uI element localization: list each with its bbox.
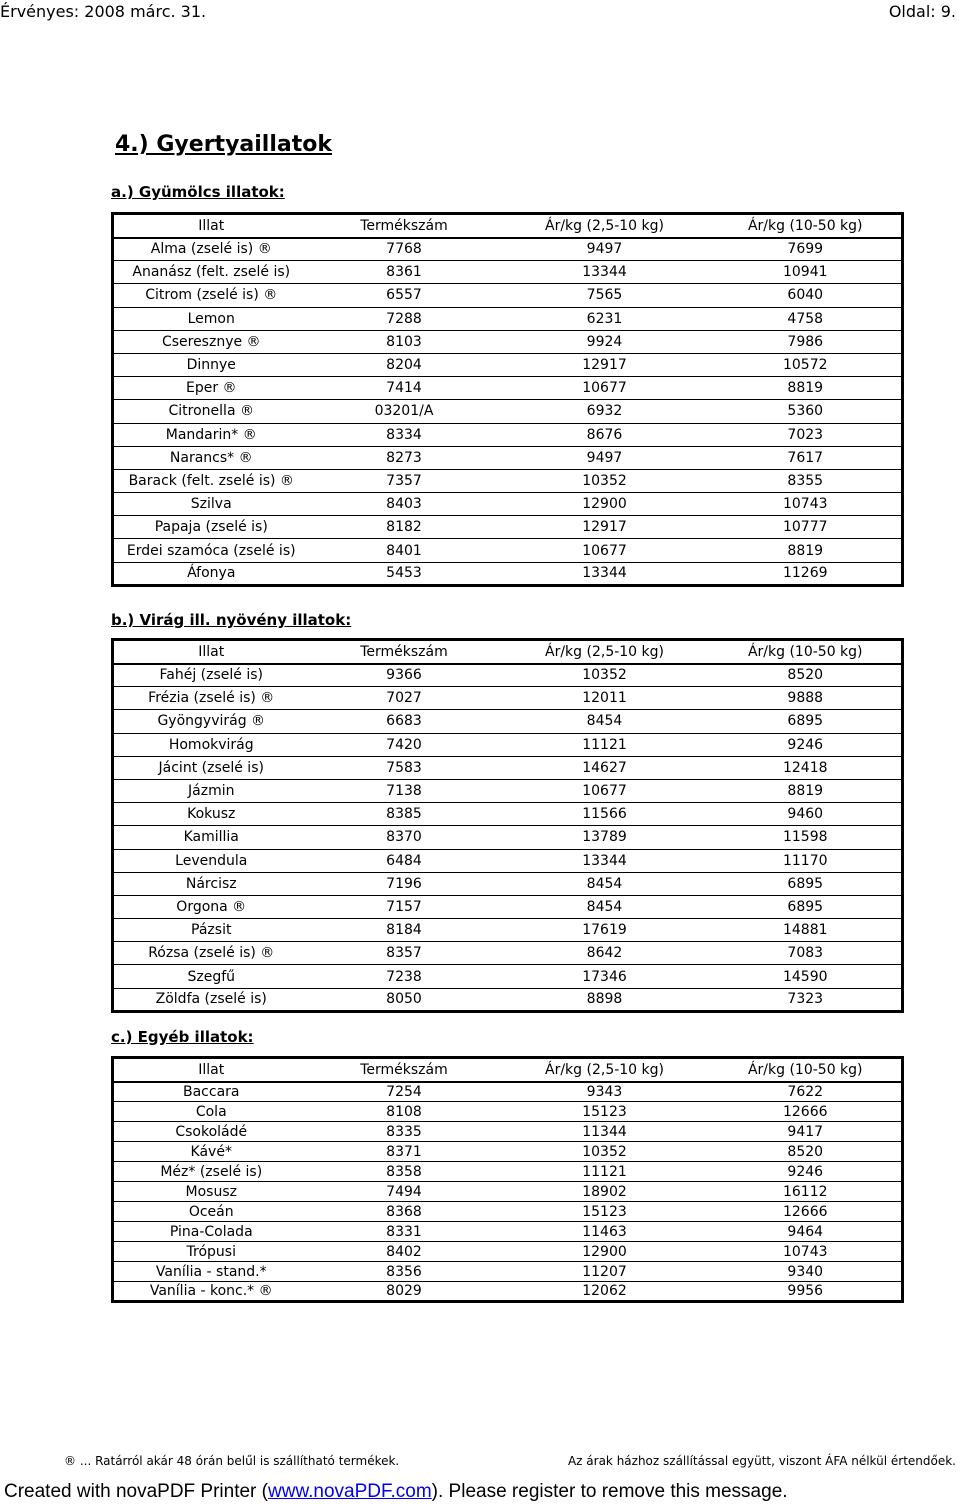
price-large-cell: 10777	[710, 516, 903, 539]
scent-name-cell: Erdei szamóca (zselé is)	[113, 539, 309, 562]
scent-name-cell: Ananász (felt. zselé is)	[113, 261, 309, 284]
price-small-cell: 11207	[500, 1262, 710, 1282]
scent-name-cell: Dinnye	[113, 353, 309, 376]
scent-name-cell: Baccara	[113, 1082, 309, 1102]
page-title: 4.) Gyertyaillatok	[115, 132, 332, 157]
price-large-cell: 10743	[710, 1242, 903, 1262]
price-large-cell: 10743	[710, 493, 903, 516]
table-row	[113, 516, 903, 539]
table-row	[113, 895, 903, 918]
price-small-cell: 13789	[500, 826, 710, 849]
price-small-cell: 17346	[500, 965, 710, 988]
scent-name-cell: Nárcisz	[113, 872, 309, 895]
table-row	[113, 826, 903, 849]
table-row	[113, 756, 903, 779]
price-small-cell: 10677	[500, 377, 710, 400]
price-small-cell: 14627	[500, 756, 710, 779]
scent-name-cell: Citronella ®	[113, 400, 309, 423]
price-small-cell: 12062	[582, 1283, 627, 1299]
price-large-cell: 9246	[710, 1162, 903, 1182]
product-number-cell: 03201/A	[309, 400, 500, 423]
table-row	[113, 1202, 903, 1222]
product-number-cell: 7420	[309, 733, 500, 756]
product-number-cell: 5453	[386, 565, 422, 582]
price-large-cell: 11598	[710, 826, 903, 849]
scent-name-cell: Áfonya	[187, 565, 236, 582]
price-large-cell: 16112	[710, 1182, 903, 1202]
product-number-cell: 8184	[309, 919, 500, 942]
product-number-cell: 7414	[309, 377, 500, 400]
product-number-cell: 6484	[309, 849, 500, 872]
column-header: Termékszám	[309, 214, 500, 238]
price-large-cell: 7323	[787, 991, 824, 1008]
price-large-cell: 11269	[782, 565, 828, 582]
scent-name-cell: Trópusi	[113, 1242, 309, 1262]
scent-name-cell: Vanília - stand.*	[113, 1262, 309, 1282]
footnote-prices: Az árak házhoz szállítással együtt, viszont ÁFA nélkül értendőek.	[567, 1454, 956, 1468]
price-large-cell: 9888	[710, 687, 903, 710]
scent-name-cell: Pázsit	[113, 919, 309, 942]
scent-name-cell: Citrom (zselé is) ®	[113, 284, 309, 307]
price-small-cell: 15123	[500, 1102, 710, 1122]
price-small-cell: 6231	[500, 307, 710, 330]
scent-name-cell: Barack (felt. zselé is) ®	[113, 469, 309, 492]
price-large-cell: 9246	[710, 733, 903, 756]
price-small-cell: 15123	[500, 1202, 710, 1222]
price-large-cell: 9340	[710, 1262, 903, 1282]
table-row	[113, 733, 903, 756]
price-small-cell: 9497	[500, 446, 710, 469]
column-header: Illat	[113, 1058, 309, 1082]
price-large-cell: 7023	[710, 423, 903, 446]
column-header: Illat	[113, 640, 309, 664]
price-small-cell: 13344	[500, 261, 710, 284]
scent-name-cell: Méz* (zselé is)	[113, 1162, 309, 1182]
product-number-cell: 8182	[309, 516, 500, 539]
scent-name-cell: Frézia (zselé is) ®	[113, 687, 309, 710]
price-large-cell: 6895	[710, 872, 903, 895]
product-number-cell: 7357	[309, 469, 500, 492]
header-valid-date: Érvényes: 2008 márc. 31.	[0, 2, 207, 21]
price-large-cell: 6895	[710, 710, 903, 733]
price-large-cell: 6895	[710, 895, 903, 918]
scent-name-cell: Csokoládé	[113, 1122, 309, 1142]
product-number-cell: 8401	[309, 539, 500, 562]
price-small-cell: 10677	[500, 779, 710, 802]
price-large-cell: 7699	[710, 238, 903, 261]
price-large-cell: 8520	[710, 1142, 903, 1162]
price-small-cell: 10352	[500, 664, 710, 687]
price-large-cell: 8355	[710, 469, 903, 492]
column-header: Ár/kg (10-50 kg)	[710, 640, 903, 664]
table-row	[113, 687, 903, 710]
product-number-cell: 9366	[309, 664, 500, 687]
price-small-cell: 11566	[500, 803, 710, 826]
table-row	[113, 423, 903, 446]
column-header: Ár/kg (10-50 kg)	[710, 214, 903, 238]
product-number-cell: 7583	[309, 756, 500, 779]
novapdf-link[interactable]: www.novaPDF.com	[268, 1481, 432, 1502]
table-header-row	[113, 1058, 903, 1082]
price-small-cell: 12917	[500, 516, 710, 539]
price-large-cell: 9417	[710, 1122, 903, 1142]
price-small-cell: 9924	[500, 330, 710, 353]
section-heading-other: c.) Egyéb illatok:	[111, 1028, 254, 1046]
table-row	[113, 400, 903, 423]
price-small-cell: 8642	[500, 942, 710, 965]
column-header: Ár/kg (2,5-10 kg)	[500, 640, 710, 664]
scent-name-cell: Kamillia	[113, 826, 309, 849]
price-small-cell: 8454	[500, 710, 710, 733]
table-row	[113, 307, 903, 330]
product-number-cell: 8357	[309, 942, 500, 965]
price-small-cell: 8454	[500, 872, 710, 895]
table-row	[113, 446, 903, 469]
price-large-cell: 11170	[710, 849, 903, 872]
product-number-cell: 7254	[309, 1082, 500, 1102]
novapdf-watermark	[4, 1481, 788, 1503]
watermark-suffix: ). Please register to remove this message.	[431, 1481, 788, 1502]
price-small-cell: 13344	[500, 849, 710, 872]
table-row	[113, 919, 903, 942]
scent-name-cell: Jázmin	[113, 779, 309, 802]
table-row	[113, 539, 903, 562]
table-row	[113, 469, 903, 492]
table-row	[113, 238, 903, 261]
product-number-cell: 8050	[386, 991, 422, 1008]
price-large-cell: 12418	[710, 756, 903, 779]
product-number-cell: 7196	[309, 872, 500, 895]
price-large-cell: 5360	[710, 400, 903, 423]
scent-name-cell: Fahéj (zselé is)	[113, 664, 309, 687]
scent-name-cell: Vanília - konc.* ®	[149, 1283, 273, 1299]
table-row	[113, 710, 903, 733]
section-heading-fruit: a.) Gyümölcs illatok:	[111, 183, 285, 201]
table-header-row	[113, 640, 903, 664]
product-number-cell: 7027	[309, 687, 500, 710]
scent-name-cell: Szilva	[113, 493, 309, 516]
scent-name-cell: Mandarin* ®	[113, 423, 309, 446]
watermark-prefix: Created with novaPDF Printer (	[4, 1481, 268, 1502]
scent-name-cell: Zöldfa (zselé is)	[155, 991, 267, 1008]
price-small-cell: 13344	[582, 565, 627, 582]
product-number-cell: 7138	[309, 779, 500, 802]
scent-name-cell: Alma (zselé is) ®	[113, 238, 309, 261]
product-number-cell: 8108	[309, 1102, 500, 1122]
product-number-cell: 8361	[309, 261, 500, 284]
header-page-number: Oldal: 9.	[888, 2, 956, 21]
scent-name-cell: Homokvirág	[113, 733, 309, 756]
price-large-cell: 10572	[710, 353, 903, 376]
scent-name-cell: Pina-Colada	[113, 1222, 309, 1242]
column-header: Ár/kg (2,5-10 kg)	[500, 214, 710, 238]
price-large-cell: 8819	[710, 779, 903, 802]
product-number-cell: 8335	[309, 1122, 500, 1142]
scent-name-cell: Narancs* ®	[113, 446, 309, 469]
product-number-cell: 8356	[309, 1262, 500, 1282]
price-large-cell: 9956	[787, 1283, 824, 1299]
table-row	[113, 562, 903, 585]
price-large-cell: 9460	[710, 803, 903, 826]
table-row	[113, 330, 903, 353]
scent-name-cell: Oceán	[113, 1202, 309, 1222]
table-row	[113, 965, 903, 988]
price-small-cell: 7565	[500, 284, 710, 307]
price-large-cell: 12666	[710, 1102, 903, 1122]
product-number-cell: 6557	[309, 284, 500, 307]
table-row	[113, 1222, 903, 1242]
table-row	[113, 779, 903, 802]
scent-name-cell: Rózsa (zselé is) ®	[113, 942, 309, 965]
column-header: Illat	[113, 214, 309, 238]
table-row	[113, 988, 903, 1011]
product-number-cell: 8368	[309, 1202, 500, 1222]
column-header: Termékszám	[309, 640, 500, 664]
product-number-cell: 8331	[309, 1222, 500, 1242]
price-small-cell: 6932	[500, 400, 710, 423]
table-row	[113, 493, 903, 516]
product-number-cell: 8371	[309, 1142, 500, 1162]
price-small-cell: 12900	[500, 1242, 710, 1262]
table-row	[113, 1122, 903, 1142]
table-row	[113, 261, 903, 284]
scent-name-cell: Orgona ®	[113, 895, 309, 918]
column-header: Termékszám	[309, 1058, 500, 1082]
scent-name-cell: Szegfű	[113, 965, 309, 988]
price-small-cell: 8454	[500, 895, 710, 918]
scent-name-cell: Kokusz	[113, 803, 309, 826]
other-scents-table	[111, 1056, 904, 1303]
table-row	[113, 1262, 903, 1282]
product-number-cell: 7157	[309, 895, 500, 918]
scent-name-cell: Lemon	[113, 307, 309, 330]
price-small-cell: 11121	[500, 733, 710, 756]
product-number-cell: 7494	[309, 1182, 500, 1202]
table-row	[113, 1142, 903, 1162]
price-large-cell: 14881	[710, 919, 903, 942]
flower-scents-table	[111, 638, 904, 1013]
product-number-cell: 8402	[309, 1242, 500, 1262]
scent-name-cell: Jácint (zselé is)	[113, 756, 309, 779]
price-small-cell: 10352	[500, 1142, 710, 1162]
price-large-cell: 12666	[710, 1202, 903, 1222]
product-number-cell: 7288	[309, 307, 500, 330]
price-large-cell: 10941	[710, 261, 903, 284]
price-large-cell: 9464	[710, 1222, 903, 1242]
price-small-cell: 8898	[586, 991, 623, 1008]
product-number-cell: 7238	[309, 965, 500, 988]
price-small-cell: 9497	[500, 238, 710, 261]
scent-name-cell: Papaja (zselé is)	[113, 516, 309, 539]
product-number-cell: 8103	[309, 330, 500, 353]
table-row	[113, 942, 903, 965]
table-row	[113, 1162, 903, 1182]
table-row	[113, 377, 903, 400]
price-large-cell: 7622	[710, 1082, 903, 1102]
price-large-cell: 7617	[710, 446, 903, 469]
scent-name-cell: Mosusz	[113, 1182, 309, 1202]
table-row	[113, 664, 903, 687]
table-row	[113, 872, 903, 895]
scent-name-cell: Cseresznye ®	[113, 330, 309, 353]
price-large-cell: 14590	[710, 965, 903, 988]
product-number-cell: 8403	[309, 493, 500, 516]
product-number-cell: 8273	[309, 446, 500, 469]
product-number-cell: 7768	[309, 238, 500, 261]
price-small-cell: 12917	[500, 353, 710, 376]
product-number-cell: 6683	[309, 710, 500, 733]
scent-name-cell: Levendula	[113, 849, 309, 872]
price-large-cell: 6040	[710, 284, 903, 307]
price-large-cell: 8819	[710, 539, 903, 562]
product-number-cell: 8029	[386, 1283, 422, 1299]
column-header: Ár/kg (10-50 kg)	[710, 1058, 903, 1082]
table-row	[113, 1242, 903, 1262]
price-small-cell: 8676	[500, 423, 710, 446]
table-row	[113, 1182, 903, 1202]
price-small-cell: 10352	[500, 469, 710, 492]
section-heading-flower: b.) Virág ill. nyövény illatok:	[111, 611, 352, 629]
price-large-cell: 8819	[710, 377, 903, 400]
column-header: Ár/kg (2,5-10 kg)	[500, 1058, 710, 1082]
price-small-cell: 12011	[500, 687, 710, 710]
table-row	[113, 1102, 903, 1122]
footnote-availability: ® ... Ratárról akár 48 órán belűl is szállítható termékek.	[64, 1454, 400, 1468]
price-large-cell: 7986	[710, 330, 903, 353]
table-row	[113, 849, 903, 872]
product-number-cell: 8358	[309, 1162, 500, 1182]
table-row	[113, 353, 903, 376]
product-number-cell: 8385	[309, 803, 500, 826]
price-small-cell: 10677	[500, 539, 710, 562]
table-row	[113, 803, 903, 826]
scent-name-cell: Eper ®	[113, 377, 309, 400]
table-row	[113, 284, 903, 307]
price-small-cell: 17619	[500, 919, 710, 942]
price-small-cell: 18902	[500, 1182, 710, 1202]
price-large-cell: 8520	[710, 664, 903, 687]
scent-name-cell: Cola	[113, 1102, 309, 1122]
scent-name-cell: Kávé*	[113, 1142, 309, 1162]
product-number-cell: 8204	[309, 353, 500, 376]
scent-name-cell: Gyöngyvirág ®	[113, 710, 309, 733]
price-large-cell: 7083	[710, 942, 903, 965]
table-row	[113, 1282, 903, 1302]
product-number-cell: 8334	[309, 423, 500, 446]
table-header-row	[113, 214, 903, 238]
fruit-scents-table	[111, 212, 904, 587]
price-small-cell: 11121	[500, 1162, 710, 1182]
price-small-cell: 12900	[500, 493, 710, 516]
price-small-cell: 11344	[500, 1122, 710, 1142]
price-small-cell: 9343	[500, 1082, 710, 1102]
price-large-cell: 4758	[710, 307, 903, 330]
product-number-cell: 8370	[309, 826, 500, 849]
table-row	[113, 1082, 903, 1102]
price-small-cell: 11463	[500, 1222, 710, 1242]
